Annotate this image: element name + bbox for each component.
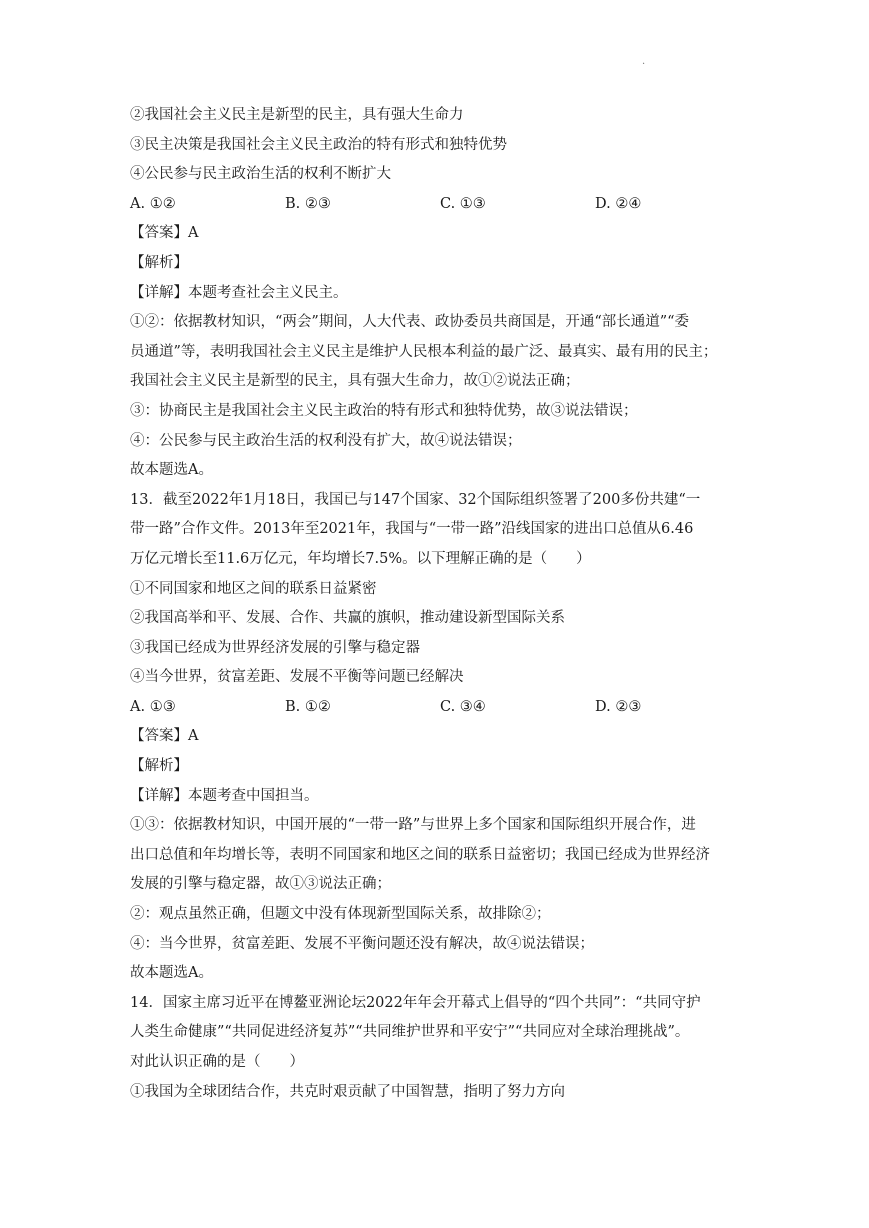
text-line: ③我国已经成为世界经济发展的引擎与稳定器 [130, 639, 420, 656]
text-line: 【解析】 [130, 254, 188, 271]
text-line: 【答案】A [130, 225, 199, 242]
text-line: ②我国社会主义民主是新型的民主，具有强大生命力 [130, 107, 464, 123]
text-line: 万亿元增长至11.6万亿元，年均增长7.5%。以下理解正确的是（ ） [130, 550, 591, 567]
text-line: 对此认识正确的是（ ） [130, 1054, 304, 1070]
text-line: ③：协商民主是我国社会主义民主政治的特有形式和独特优势，故③说法错误； [130, 402, 638, 419]
option-item: B. ①② [285, 698, 331, 715]
text-line: 发展的引擎与稳定器，故①③说法正确； [130, 876, 391, 893]
text-line: 【详解】本题考查社会主义民主。 [130, 284, 348, 301]
text-line: ③民主决策是我国社会主义民主政治的特有形式和独特优势 [130, 136, 507, 153]
text-line: ④公民参与民主政治生活的权利不断扩大 [130, 166, 391, 183]
option-item: C. ③④ [440, 698, 486, 715]
text-line: ①③：依据教材知识，中国开展的“一带一路”与世界上多个国家和国际组织开展合作，进 [130, 817, 696, 834]
document-body [130, 101, 750, 1107]
header-mark: . [642, 56, 646, 67]
text-line: 人类生命健康”“共同促进经济复苏”“共同维护世界和平安宁”“共同应对全球治理挑战”。 [130, 1024, 690, 1041]
text-line: 出口总值和年均增长等，表明不同国家和地区之间的联系日益密切；我国已经成为世界经济 [130, 846, 710, 863]
text-line: 故本题选A。 [130, 965, 213, 982]
text-line: ②：观点虽然正确，但题文中没有体现新型国际关系，故排除②； [130, 906, 551, 923]
text-line: ④当今世界，贫富差距、发展不平衡等问题已经解决 [130, 669, 464, 686]
option-item: D. ②④ [595, 195, 642, 212]
answer-options [130, 190, 750, 220]
text-line: ④：公民参与民主政治生活的权利没有扩大，故④说法错误； [130, 432, 522, 449]
text-line: 带一路”合作文件。2013年至2021年，我国与“一带一路”沿线国家的进出口总值从6.46 [130, 521, 694, 538]
option-item: D. ②③ [595, 698, 642, 715]
text-line: ①我国为全球团结合作，共克时艰贡献了中国智慧，指明了努力方向 [130, 1083, 565, 1100]
option-item: A. ①② [130, 195, 176, 212]
option-item: A. ①③ [130, 698, 176, 715]
text-line: 13．截至2022年1月18日，我国已与147个国家、32个国际组织签署了200多份共建“一 [130, 491, 701, 508]
text-line: 员通道”等，表明我国社会主义民主是维护人民根本利益的最广泛、最真实、最有用的民主； [130, 343, 718, 360]
text-line: 14．国家主席习近平在博鳌亚洲论坛2022年年会开幕式上倡导的“四个共同”：“共同守护 [130, 994, 701, 1011]
text-line: ②我国高举和平、发展、合作、共赢的旗帜，推动建设新型国际关系 [130, 610, 565, 627]
answer-options [130, 693, 750, 723]
text-line: 【答案】A [130, 728, 199, 745]
option-item: C. ①③ [440, 195, 486, 212]
text-line: 【详解】本题考查中国担当。 [130, 787, 319, 804]
text-line: 故本题选A。 [130, 462, 213, 479]
text-line: 【解析】 [130, 758, 188, 775]
text-line: 我国社会主义民主是新型的民主，具有强大生命力，故①②说法正确； [130, 373, 580, 390]
text-line: ①不同国家和地区之间的联系日益紧密 [130, 580, 377, 597]
option-item: B. ②③ [285, 195, 331, 212]
text-line: ①②：依据教材知识，“两会”期间，人大代表、政协委员共商国是，开通“部长通道”“委 [130, 314, 690, 331]
text-line: ④：当今世界，贫富差距、发展不平衡问题还没有解决，故④说法错误； [130, 935, 594, 952]
